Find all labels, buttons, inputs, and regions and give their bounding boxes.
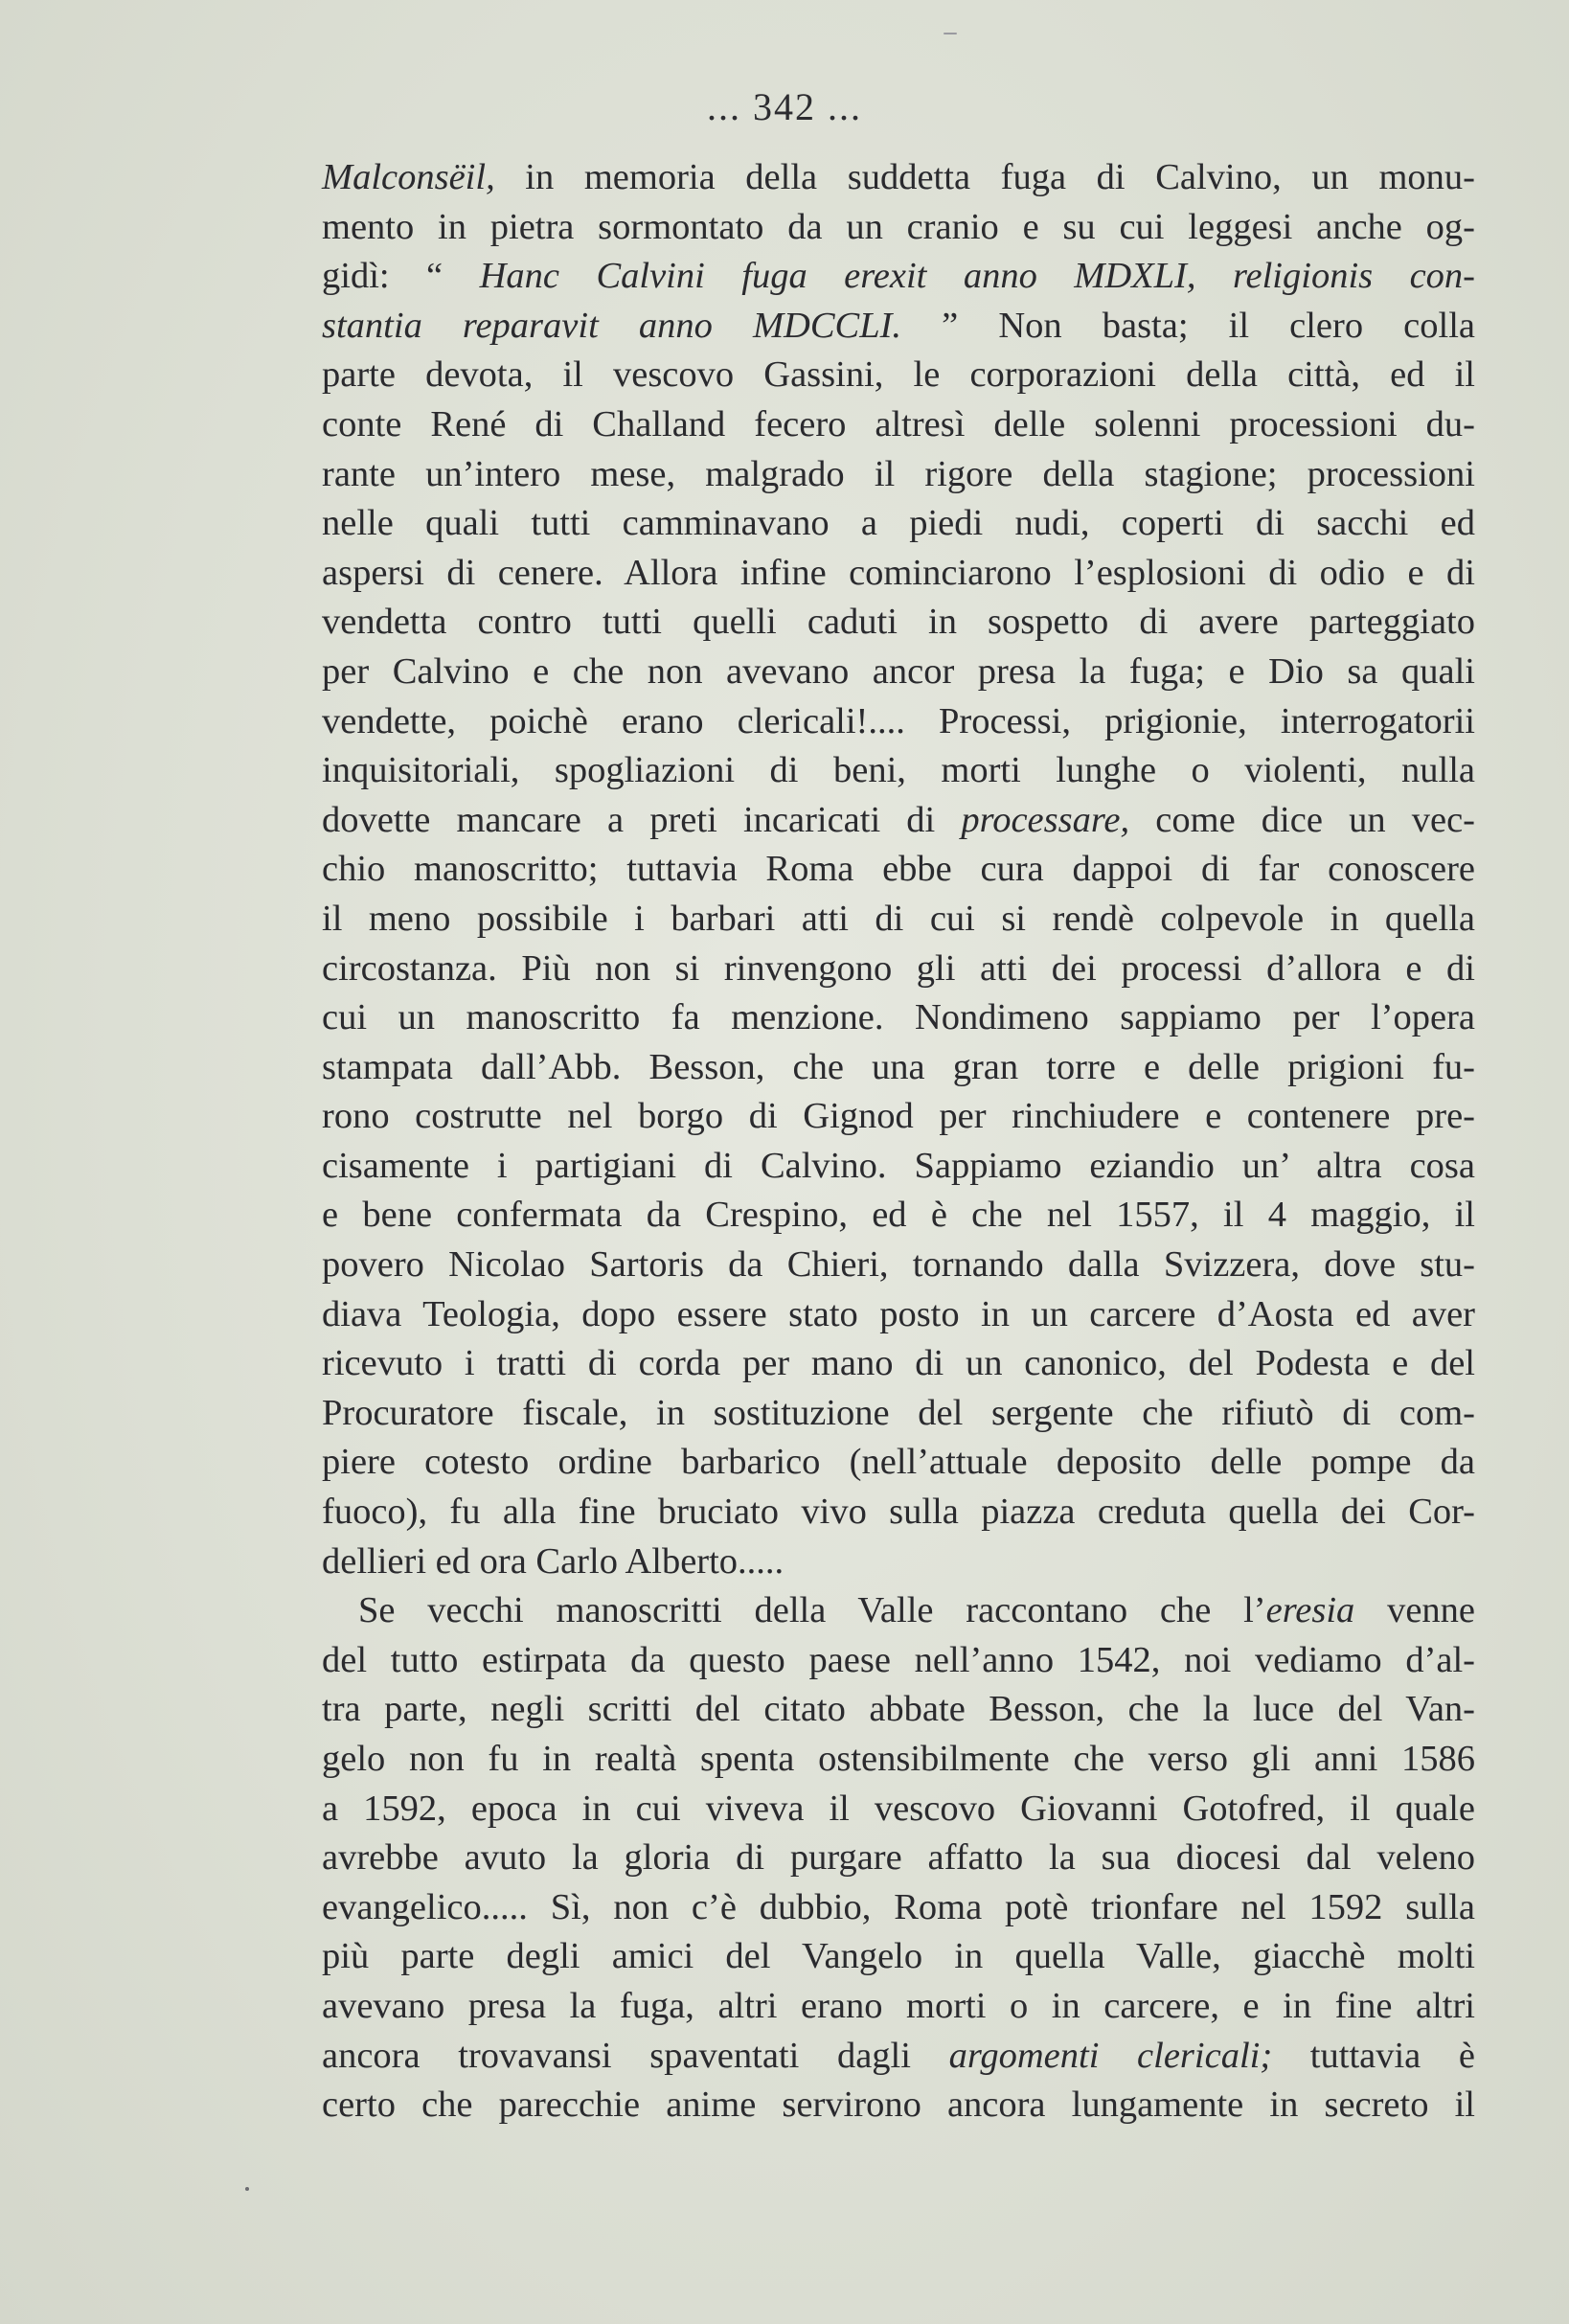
text-run: chio manoscritto; tuttavia Roma ebbe cura dappoi di far conoscere — [322, 849, 1475, 890]
body-text — [322, 153, 1475, 2130]
text-run: vendetta contro tutti quelli caduti in sospetto di avere parteggiato — [322, 602, 1475, 643]
text-run: gidì: “ — [322, 256, 480, 297]
text-run: dellieri ed ora Carlo Alberto..... — [322, 1540, 784, 1582]
text-line — [322, 1685, 1475, 1735]
text-run: vendette, poichè erano clericali!.... Processi, prigionie, interrogatorii — [322, 700, 1475, 741]
italic-text: processare, — [961, 799, 1130, 840]
text-run: certo che parecchie anime servirono ancora lungamente in secreto il — [322, 2085, 1475, 2126]
text-run: il meno possibile i barbari atti di cui si rendè colpevole in quella — [322, 898, 1475, 939]
text-line — [322, 1586, 1475, 1636]
text-line — [322, 2032, 1475, 2082]
text-run: piere cotesto ordine barbarico (nell’attuale deposito delle pompe da — [322, 1442, 1475, 1483]
text-line — [322, 1636, 1475, 1686]
text-run: come dice un vec- — [1129, 799, 1475, 840]
text-run: inquisitoriali, spogliazioni di beni, morti lunghe o violenti, nulla — [322, 750, 1475, 791]
text-run: povero Nicolao Sartoris da Chieri, tornando dalla Svizzera, dove stu- — [322, 1244, 1475, 1286]
italic-text: argomenti clericali; — [948, 2035, 1273, 2076]
text-run: ricevuto i tratti di corda per mano di un canonico, del Podesta e del — [322, 1343, 1475, 1384]
text-run: fuoco), fu alla fine bruciato vivo sulla piazza creduta quella dei Cor- — [322, 1492, 1475, 1533]
text-run: rono costrutte nel borgo di Gignod per rinchiudere e contenere pre- — [322, 1096, 1475, 1137]
text-line — [322, 746, 1475, 796]
text-line — [322, 1932, 1475, 1982]
text-run: evangelico..... Sì, non c’è dubbio, Roma potè trionfare nel 1592 sulla — [322, 1886, 1475, 1927]
italic-text: Malconsëil, — [322, 157, 495, 197]
text-line — [322, 302, 1475, 352]
text-line — [322, 1339, 1475, 1389]
text-line — [322, 1438, 1475, 1488]
text-run: tuttavia è — [1272, 2035, 1475, 2076]
text-run: avevano presa la fuga, altri erano morti o in carcere, e in fine altri — [322, 1985, 1475, 2026]
text-run: tra parte, negli scritti del citato abbate Besson, che la luce del Van- — [322, 1689, 1475, 1730]
text-run: cui un manoscritto fa menzione. Nondimeno sappiamo per l’opera — [322, 997, 1475, 1038]
text-line — [322, 598, 1475, 648]
text-run: ” Non basta; il clero colla — [901, 305, 1475, 346]
text-run: rante un’intero mese, malgrado il rigore della stagione; processioni — [322, 453, 1475, 494]
text-run: circostanza. Più non si rinvengono gli atti dei processi d’allora e di — [322, 947, 1475, 989]
text-run: Procuratore fiscale, in sostituzione del sergente che rifiutò di com- — [322, 1392, 1475, 1433]
text-run: aspersi di cenere. Allora infine cominciarono l’esplosioni di odio e di — [322, 552, 1475, 593]
page-mark — [944, 33, 957, 34]
text-line — [322, 1241, 1475, 1290]
text-run: stampata dall’Abb. Besson, che una gran torre e delle prigioni fu- — [322, 1046, 1475, 1087]
text-line — [322, 203, 1475, 253]
text-line — [322, 549, 1475, 599]
italic-text: eresia — [1265, 1590, 1355, 1631]
text-line — [322, 1785, 1475, 1834]
text-line — [322, 2081, 1475, 2130]
text-run: del tutto estirpata da questo paese nell’anno 1542, noi vediamo d’al- — [322, 1639, 1475, 1680]
text-run: diava Teologia, dopo essere stato posto in un carcere d’Aosta ed aver — [322, 1293, 1475, 1334]
text-line — [322, 1982, 1475, 2032]
text-run: più parte degli amici del Vangelo in quella Valle, giacchè molti — [322, 1936, 1475, 1977]
text-run: nelle quali tutti camminavano a piedi nudi, coperti di sacchi ed — [322, 503, 1475, 544]
text-line — [322, 796, 1475, 846]
text-line — [322, 1735, 1475, 1785]
text-line — [322, 1389, 1475, 1439]
text-run: parte devota, il vescovo Gassini, le corporazioni della città, ed il — [322, 354, 1475, 396]
text-line — [322, 845, 1475, 895]
text-line — [322, 648, 1475, 697]
italic-text: Hanc Calvini fuga erexit anno MDXLI, religionis con- — [479, 256, 1475, 297]
text-run: conte René di Challand fecero altresì delle solenni processioni du- — [322, 403, 1475, 444]
text-line — [322, 1834, 1475, 1883]
text-run: e bene confermata da Crespino, ed è che nel 1557, il 4 maggio, il — [322, 1195, 1475, 1236]
text-line — [322, 945, 1475, 994]
page-speck — [245, 2187, 249, 2191]
text-line — [322, 1043, 1475, 1093]
text-line — [322, 450, 1475, 500]
text-line — [322, 400, 1475, 450]
text-line — [322, 1092, 1475, 1142]
text-run: in memoria della suddetta fuga di Calvino, un monu- — [494, 157, 1475, 197]
text-run: avrebbe avuto la gloria di purgare affatto la sua diocesi dal veleno — [322, 1837, 1475, 1879]
text-line — [322, 1538, 1475, 1587]
text-line — [322, 993, 1475, 1043]
text-run: per Calvino e che non avevano ancor presa la fuga; e Dio sa quali — [322, 650, 1475, 692]
text-line — [322, 153, 1475, 203]
text-run: Se vecchi manoscritti della Valle raccontano che l’ — [358, 1590, 1266, 1631]
text-run: a 1592, epoca in cui viveva il vescovo Giovanni Gotofred, il quale — [322, 1788, 1475, 1829]
text-line — [322, 499, 1475, 549]
text-run: venne — [1354, 1590, 1475, 1631]
text-line — [322, 1142, 1475, 1192]
text-run: gelo non fu in realtà spenta ostensibilmente che verso gli anni 1586 — [322, 1739, 1475, 1779]
text-line — [322, 351, 1475, 400]
italic-text: stantia reparavit anno MDCCLI. — [322, 305, 902, 346]
text-run: cisamente i partigiani di Calvino. Sappiamo eziandio un’ altra cosa — [322, 1145, 1475, 1186]
text-run: mento in pietra sormontato da un cranio e su cui leggesi anche og- — [322, 206, 1475, 247]
text-run: dovette mancare a preti incaricati di — [322, 799, 962, 840]
text-line — [322, 895, 1475, 945]
text-run: ancora trovavansi spaventati dagli — [322, 2035, 949, 2076]
text-line — [322, 1488, 1475, 1538]
page-number: ... 342 ... — [707, 85, 862, 128]
text-line — [322, 697, 1475, 747]
text-line — [322, 1191, 1475, 1241]
text-line — [322, 1290, 1475, 1340]
text-line — [322, 1883, 1475, 1933]
text-line — [322, 252, 1475, 302]
